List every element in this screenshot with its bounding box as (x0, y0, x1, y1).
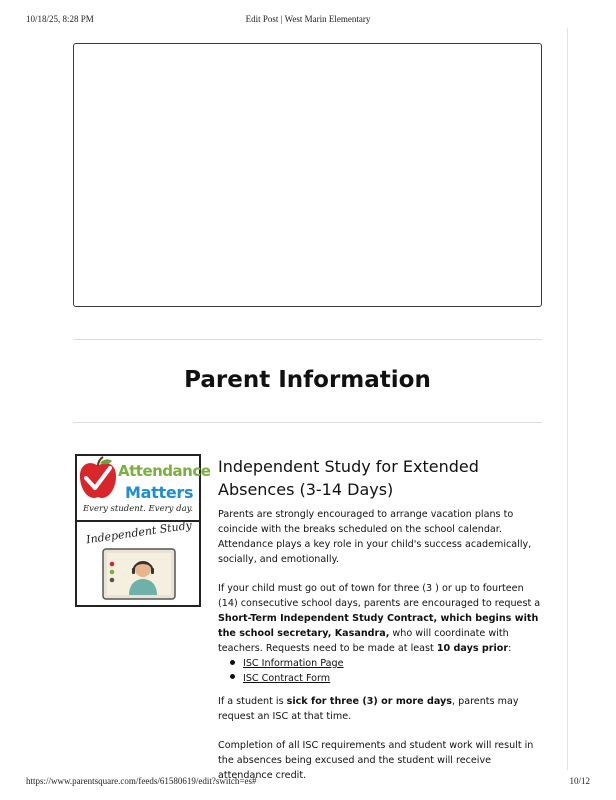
print-page-title: Edit Post | West Marin Elementary (245, 14, 371, 24)
print-page-number: 10/12 (569, 776, 590, 786)
print-url: https://www.parentsquare.com/feeds/61580619/edit?switch=es# (26, 776, 257, 786)
page-edge-rule (567, 28, 568, 770)
isc-contract-form-link[interactable]: ISC Contract Form (243, 672, 331, 684)
media-frame (73, 43, 542, 307)
section-title: Parent Information (184, 367, 431, 393)
list-item (230, 672, 542, 687)
article-paragraph-1: Parents are strongly encouraged to arrange vacation plans to coincide with the breaks scheduled on the school calendar. Attendance plays a key role in your child's success academically, socially, and emotionally. (218, 509, 532, 565)
article-body (218, 455, 542, 783)
attendance-word: Attendance (118, 462, 211, 480)
independent-study-graphic (77, 518, 199, 605)
attendance-tagline: Every student. Every day. (82, 504, 194, 514)
article-paragraph-3: If a student is sick for three (3) or more days, parents may request an ISC at that time. (218, 696, 519, 722)
apple-checkmark-icon (77, 456, 119, 504)
list-item (230, 657, 542, 672)
article-paragraph-2: If your child must go out of town for three (3 ) or up to fourteen (14) consecutive school days, parents are encouraged to request a Short-Term Independent Study Contract, which begins with the school secretary, Kasandra, who will coordinate with teachers. Requests need to be made at least 10 days prior: (218, 583, 541, 654)
student-laptop-icon (101, 547, 177, 603)
attendance-matters-graphic (77, 456, 211, 522)
article-paragraph-4: Completion of all ISC requirements and student work will result in the absences being excused and the student will receive attendance credit. (218, 740, 534, 781)
print-footer (0, 776, 616, 790)
independent-study-title: Independent Study (85, 518, 193, 547)
print-datetime: 10/18/25, 8:28 PM (26, 14, 94, 24)
divider-bottom (73, 422, 542, 423)
article-heading: Independent Study for Extended Absences (3-14 Days) (218, 457, 479, 499)
divider-top (73, 339, 542, 340)
isc-links-list (230, 657, 542, 686)
isc-information-page-link[interactable]: ISC Information Page (243, 658, 344, 669)
article-image (75, 454, 211, 607)
bullet-icon (230, 660, 235, 665)
print-header (0, 14, 616, 28)
matters-word: Matters (125, 483, 194, 502)
bullet-icon (230, 674, 235, 679)
